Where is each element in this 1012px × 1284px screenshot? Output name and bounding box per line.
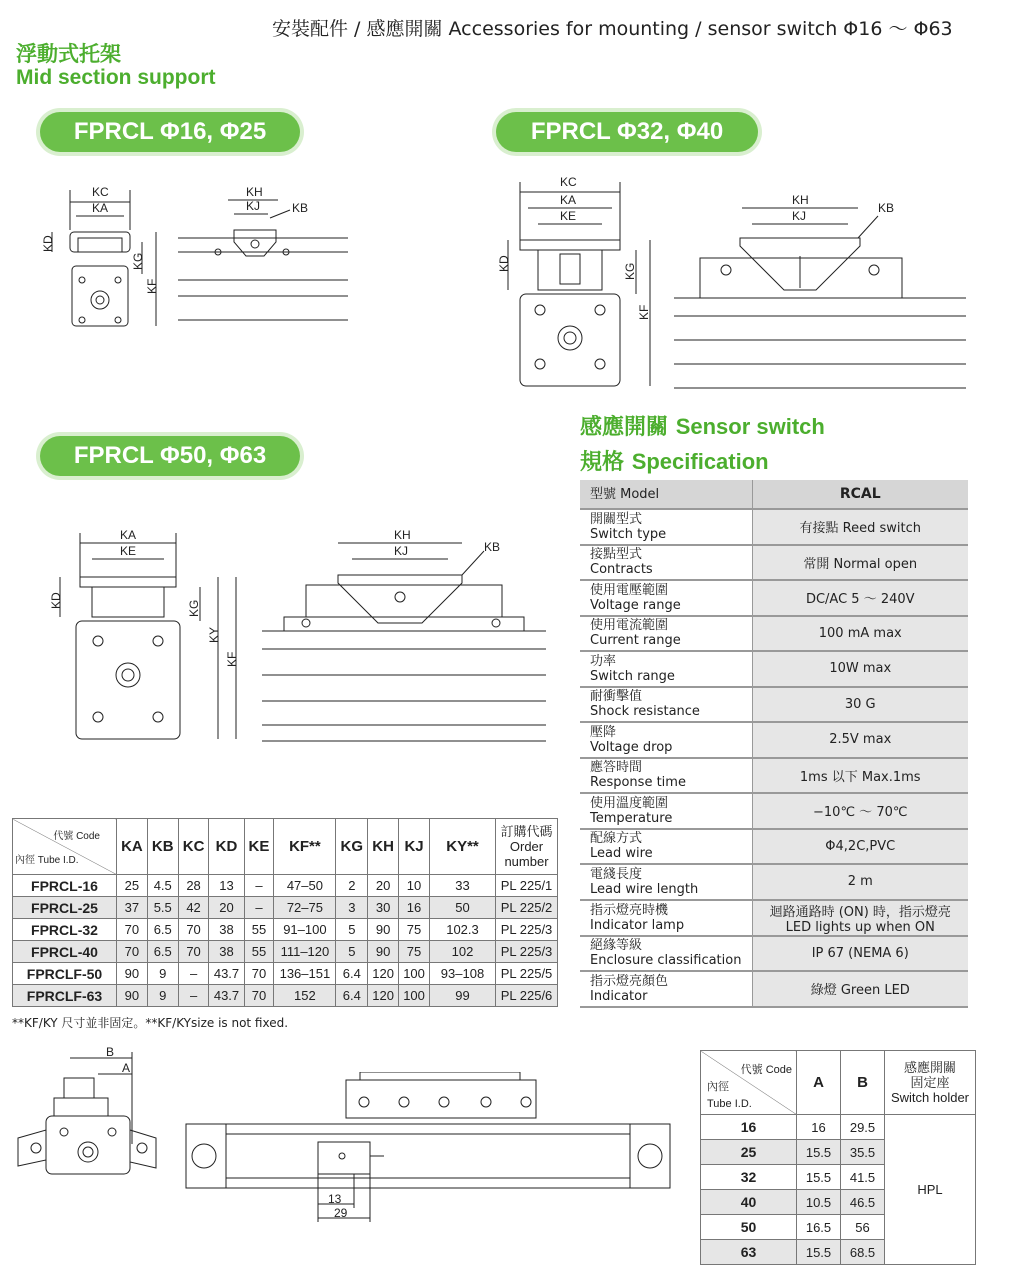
spec-row <box>580 722 968 758</box>
mounting-cell: 91–100 <box>274 919 336 941</box>
spec-label <box>580 616 752 652</box>
mounting-cell: 25 <box>117 875 148 897</box>
mounting-cell: 5 <box>336 919 368 941</box>
order-hdr-en1: Order <box>509 839 544 854</box>
spec-value <box>752 616 968 652</box>
spec-row <box>580 864 968 900</box>
mounting-cell: 6.4 <box>336 985 368 1007</box>
spec-label <box>580 687 752 723</box>
dim-ka-2: KA <box>560 193 577 207</box>
dim-kd-3: KD <box>49 592 63 609</box>
spec-row <box>580 580 968 616</box>
switch-row <box>701 1115 976 1140</box>
mounting-cell: – <box>178 963 209 985</box>
dim-kd: KD <box>41 235 55 252</box>
spec-label-en: Response time <box>590 775 686 791</box>
mounting-cell: 33 <box>430 875 496 897</box>
spec-value <box>752 829 968 865</box>
dim-ke-3: KE <box>120 544 137 558</box>
mounting-cell: 70 <box>244 963 274 985</box>
mounting-model: FPRCLF-50 <box>13 963 117 985</box>
spec-row <box>580 616 968 652</box>
spec-label-en: Switch range <box>590 668 675 684</box>
mounting-cell: 90 <box>117 963 148 985</box>
mounting-cell: 5.5 <box>147 897 178 919</box>
spec-value-text: 綠燈 Green LED <box>810 983 910 999</box>
spec-label-en: Indicator lamp <box>590 917 685 933</box>
mounting-cell: 16 <box>399 897 430 919</box>
spec-label-en: Enclosure classification <box>590 953 742 969</box>
mounting-row <box>13 963 558 985</box>
switch-b: 46.5 <box>841 1190 885 1215</box>
spec-value <box>752 971 968 1007</box>
spec-value <box>752 545 968 581</box>
order-hdr-zh: 訂購代碼 <box>500 824 553 839</box>
spec-value-text: 2 m <box>847 874 873 890</box>
mounting-cell: 102 <box>430 941 496 963</box>
spec-value-text: −10℃ ～ 70℃ <box>813 805 908 821</box>
dim-kj: KJ <box>246 199 261 213</box>
mounting-cell: 42 <box>178 897 209 919</box>
drawing-switch-holder-side <box>14 1044 170 1184</box>
switch-corner <box>701 1051 797 1115</box>
switch-a: 15.5 <box>797 1140 841 1165</box>
switch-tube: 32 <box>701 1165 797 1190</box>
spec-label <box>580 900 752 936</box>
mounting-cell: 152 <box>274 985 336 1007</box>
dim-ka-3: KA <box>120 528 137 542</box>
spec-row <box>580 900 968 936</box>
col-a: A <box>797 1051 841 1115</box>
spec-value-text: 常開 Normal open <box>803 556 918 572</box>
dim-kf: KF <box>145 278 159 294</box>
dim-kg-3: KG <box>187 599 201 617</box>
mounting-cell: 75 <box>399 919 430 941</box>
mounting-cell: 13 <box>209 875 244 897</box>
sensor-title <box>580 410 825 441</box>
col-order <box>496 819 558 875</box>
dim-kc: KC <box>92 185 109 199</box>
mounting-cell: 100 <box>399 963 430 985</box>
spec-value <box>752 722 968 758</box>
spec-value <box>752 687 968 723</box>
mounting-row <box>13 897 558 919</box>
mounting-cell: 38 <box>209 919 244 941</box>
mounting-cell: 120 <box>368 985 399 1007</box>
spec-title-en: Specification <box>631 449 769 474</box>
col-kf: KF** <box>274 819 336 875</box>
dim-kf-2: KF <box>637 304 651 320</box>
section-title-en: Mid section support <box>16 66 216 89</box>
col-kd: KD <box>209 819 244 875</box>
dim-a: A <box>122 1061 131 1075</box>
spec-label-en: Lead wire <box>590 846 653 862</box>
col-ke: KE <box>244 819 274 875</box>
drawing-fprcl-50-63 <box>40 525 560 750</box>
mounting-cell: 10 <box>399 875 430 897</box>
spec-value <box>752 793 968 829</box>
mounting-cell: 2 <box>336 875 368 897</box>
spec-row <box>580 545 968 581</box>
mounting-row <box>13 941 558 963</box>
mounting-cell: 90 <box>368 941 399 963</box>
mounting-cell: 4.5 <box>147 875 178 897</box>
drawing-fprcl-32-40 <box>490 170 970 400</box>
mounting-cell: 55 <box>244 919 274 941</box>
drawing-cylinder-sensor <box>184 1072 674 1232</box>
mounting-row <box>13 875 558 897</box>
spec-label-zh: 壓降 <box>590 724 617 740</box>
mounting-cell: 93–108 <box>430 963 496 985</box>
mounting-table <box>12 818 558 1007</box>
dim-kj-2: KJ <box>792 209 807 223</box>
spec-row <box>580 936 968 972</box>
mounting-order: PL 225/3 <box>496 941 558 963</box>
mounting-cell: 43.7 <box>209 985 244 1007</box>
switch-holder-value: HPL <box>885 1115 976 1265</box>
mounting-cell: 70 <box>244 985 274 1007</box>
switch-holder-table <box>700 1050 976 1265</box>
dim-kh: KH <box>246 185 263 199</box>
spec-value <box>752 864 968 900</box>
mounting-order: PL 225/3 <box>496 919 558 941</box>
dim-ky-3: KY <box>207 626 221 643</box>
spec-label <box>580 722 752 758</box>
mounting-cell: – <box>178 985 209 1007</box>
mounting-cell: 47–50 <box>274 875 336 897</box>
switch-corner-tube1: 內徑 <box>707 1081 729 1093</box>
mounting-cell: 111–120 <box>274 941 336 963</box>
model-pill-50-63: FPRCL Φ50, Φ63 <box>40 436 300 476</box>
mounting-row <box>13 985 558 1007</box>
mounting-cell: 70 <box>178 919 209 941</box>
spec-value-text: IP 67 (NEMA 6) <box>811 945 909 961</box>
mounting-cell: – <box>244 875 274 897</box>
spec-value-text: 迴路通路時 (ON) 時，指示燈亮 <box>769 904 951 920</box>
switch-a: 16.5 <box>797 1215 841 1240</box>
mounting-cell: 50 <box>430 897 496 919</box>
corner-tube: 內徑 Tube I.D. <box>15 855 79 866</box>
mounting-cell: 6.4 <box>336 963 368 985</box>
mounting-cell: 6.5 <box>147 919 178 941</box>
dim-ke-2: KE <box>560 209 577 223</box>
spec-label-en: Contracts <box>590 562 653 578</box>
mounting-cell: 5 <box>336 941 368 963</box>
spec-label-zh: 耐衝擊值 <box>590 689 643 705</box>
holder-hdr-1: 感應開關 <box>903 1060 956 1075</box>
spec-value-text-2: LED lights up when ON <box>785 919 935 935</box>
col-ka: KA <box>117 819 148 875</box>
mounting-cell: 37 <box>117 897 148 919</box>
spec-label-zh: 絕緣等級 <box>590 938 643 954</box>
page-header: 安裝配件 / 感應開關 Accessories for mounting / sensor switch Φ16 ～ Φ63 <box>272 18 953 40</box>
spec-label-en: Shock resistance <box>590 704 700 720</box>
switch-b: 56 <box>841 1215 885 1240</box>
spec-header-label: 型號 Model <box>580 480 752 509</box>
spec-row <box>580 758 968 794</box>
switch-corner-code: 代號 Code <box>740 1064 792 1076</box>
switch-b: 41.5 <box>841 1165 885 1190</box>
mounting-cell: 136–151 <box>274 963 336 985</box>
spec-value-text: Φ4,2C,PVC <box>825 838 896 854</box>
col-b: B <box>841 1051 885 1115</box>
mounting-cell: 3 <box>336 897 368 919</box>
mounting-cell: 70 <box>117 919 148 941</box>
dim-kb: KB <box>292 201 309 215</box>
spec-row <box>580 687 968 723</box>
col-kg: KG <box>336 819 368 875</box>
section-title-zh: 浮動式托架 <box>16 42 121 66</box>
mounting-cell: 102.3 <box>430 919 496 941</box>
mounting-cell: 28 <box>178 875 209 897</box>
switch-tube: 40 <box>701 1190 797 1215</box>
holder-hdr-3: Switch holder <box>890 1090 970 1105</box>
spec-label-zh: 應答時間 <box>590 760 643 776</box>
switch-corner-tube2: Tube I.D. <box>707 1098 752 1110</box>
spec-row <box>580 793 968 829</box>
switch-a: 10.5 <box>797 1190 841 1215</box>
dim-kb-3: KB <box>484 540 501 554</box>
mounting-corner <box>13 819 117 875</box>
dim-kd-2: KD <box>497 255 511 272</box>
dim-kj-3: KJ <box>394 544 409 558</box>
spec-title <box>580 445 769 476</box>
mounting-row <box>13 919 558 941</box>
mounting-note: **KF/KY 尺寸並非固定。**KF/KYsize is not fixed. <box>12 1016 289 1030</box>
spec-label <box>580 971 752 1007</box>
mounting-cell: 120 <box>368 963 399 985</box>
holder-hdr-2: 固定座 <box>910 1075 950 1090</box>
switch-header-row <box>701 1051 976 1115</box>
switch-tube: 25 <box>701 1140 797 1165</box>
col-kc: KC <box>178 819 209 875</box>
spec-value <box>752 758 968 794</box>
spec-label <box>580 580 752 616</box>
dim-kh-2: KH <box>792 193 809 207</box>
spec-header-model: RCAL <box>752 480 968 509</box>
spec-label-en: Indicator <box>590 988 648 1004</box>
spec-value-text: 有接點 Reed switch <box>799 521 921 537</box>
spec-value <box>752 509 968 545</box>
spec-label-zh: 功率 <box>590 653 617 669</box>
switch-tube: 16 <box>701 1115 797 1140</box>
spec-label-en: Voltage range <box>590 597 681 613</box>
spec-label-en: Temperature <box>590 810 673 826</box>
spec-label-zh: 開關型式 <box>590 511 643 527</box>
spec-header-row <box>580 480 968 509</box>
spec-label <box>580 829 752 865</box>
mounting-model: FPRCL-40 <box>13 941 117 963</box>
spec-label <box>580 651 752 687</box>
spec-value-text: 1ms 以下 Max.1ms <box>799 769 921 785</box>
spec-label-en: Switch type <box>590 526 667 542</box>
model-pill-16-25: FPRCL Φ16, Φ25 <box>40 112 300 152</box>
mounting-model: FPRCLF-63 <box>13 985 117 1007</box>
spec-value <box>752 580 968 616</box>
mounting-cell: 70 <box>178 941 209 963</box>
mounting-cell: 9 <box>147 963 178 985</box>
mounting-cell: 38 <box>209 941 244 963</box>
spec-value-text: 100 mA max <box>818 625 902 641</box>
spec-label-zh: 使用溫度範圍 <box>590 795 669 811</box>
mounting-model: FPRCL-16 <box>13 875 117 897</box>
mounting-cell: 72–75 <box>274 897 336 919</box>
spec-label-zh: 配線方式 <box>590 831 643 847</box>
dim-kc-2: KC <box>560 175 577 189</box>
switch-a: 15.5 <box>797 1240 841 1265</box>
corner-code: 代號 Code <box>53 831 100 842</box>
spec-row <box>580 829 968 865</box>
spec-row <box>580 651 968 687</box>
dim-kg: KG <box>131 252 145 270</box>
dim-kh-3: KH <box>394 528 411 542</box>
drawing-fprcl-16-25 <box>38 180 368 340</box>
spec-value <box>752 900 968 936</box>
spec-label-zh: 指示燈亮時機 <box>590 902 669 918</box>
switch-a: 16 <box>797 1115 841 1140</box>
sensor-title-zh: 感應開關 <box>580 415 669 440</box>
switch-b: 35.5 <box>841 1140 885 1165</box>
spec-value-text: 10W max <box>829 661 892 677</box>
col-ky: KY** <box>430 819 496 875</box>
switch-b: 68.5 <box>841 1240 885 1265</box>
mounting-header-row <box>13 819 558 875</box>
dim-kb-2: KB <box>878 201 895 215</box>
dim-13: 13 <box>328 1192 342 1206</box>
mounting-cell: 20 <box>209 897 244 919</box>
col-holder <box>885 1051 976 1115</box>
mounting-order: PL 225/6 <box>496 985 558 1007</box>
spec-label <box>580 758 752 794</box>
spec-label <box>580 545 752 581</box>
spec-label-en: Current range <box>590 633 681 649</box>
dim-kg-2: KG <box>623 262 637 280</box>
mounting-order: PL 225/5 <box>496 963 558 985</box>
spec-label <box>580 936 752 972</box>
col-kb: KB <box>147 819 178 875</box>
mounting-cell: – <box>244 897 274 919</box>
spec-label-zh: 使用電流範圍 <box>590 618 669 634</box>
dim-29: 29 <box>334 1206 348 1220</box>
switch-a: 15.5 <box>797 1165 841 1190</box>
spec-label <box>580 509 752 545</box>
col-kh: KH <box>368 819 399 875</box>
model-pill-32-40: FPRCL Φ32, Φ40 <box>496 112 758 152</box>
spec-label-en: Voltage drop <box>590 739 673 755</box>
spec-label-zh: 使用電壓範圍 <box>590 582 669 598</box>
mounting-cell: 9 <box>147 985 178 1007</box>
mounting-cell: 70 <box>117 941 148 963</box>
spec-label-zh: 接點型式 <box>590 547 643 563</box>
mounting-cell: 30 <box>368 897 399 919</box>
spec-value-text: DC/AC 5 ～ 240V <box>805 592 915 608</box>
spec-value <box>752 651 968 687</box>
dim-kf-3: KF <box>225 651 239 667</box>
spec-row <box>580 971 968 1007</box>
sensor-title-en: Sensor switch <box>675 414 825 439</box>
spec-title-zh: 規格 <box>580 450 625 475</box>
mounting-cell: 6.5 <box>147 941 178 963</box>
switch-b: 29.5 <box>841 1115 885 1140</box>
spec-value-text: 30 G <box>844 696 876 712</box>
mounting-cell: 99 <box>430 985 496 1007</box>
mounting-cell: 43.7 <box>209 963 244 985</box>
mounting-model: FPRCL-25 <box>13 897 117 919</box>
mounting-cell: 20 <box>368 875 399 897</box>
switch-tube: 63 <box>701 1240 797 1265</box>
spec-value-text: 2.5V max <box>829 732 892 748</box>
dim-ka: KA <box>92 201 109 215</box>
switch-tube: 50 <box>701 1215 797 1240</box>
spec-table <box>580 480 968 1008</box>
order-hdr-en2: number <box>504 854 549 869</box>
spec-label-zh: 電綫長度 <box>590 866 643 882</box>
spec-value <box>752 936 968 972</box>
mounting-cell: 75 <box>399 941 430 963</box>
mounting-cell: 90 <box>368 919 399 941</box>
spec-label-zh: 指示燈亮顏色 <box>590 973 669 989</box>
spec-label <box>580 793 752 829</box>
mounting-model: FPRCL-32 <box>13 919 117 941</box>
mounting-cell: 90 <box>117 985 148 1007</box>
mounting-order: PL 225/2 <box>496 897 558 919</box>
spec-row <box>580 509 968 545</box>
mounting-cell: 55 <box>244 941 274 963</box>
spec-label-en: Lead wire length <box>590 881 699 897</box>
spec-label <box>580 864 752 900</box>
mounting-order: PL 225/1 <box>496 875 558 897</box>
dim-b: B <box>106 1045 115 1059</box>
col-kj: KJ <box>399 819 430 875</box>
mounting-cell: 100 <box>399 985 430 1007</box>
